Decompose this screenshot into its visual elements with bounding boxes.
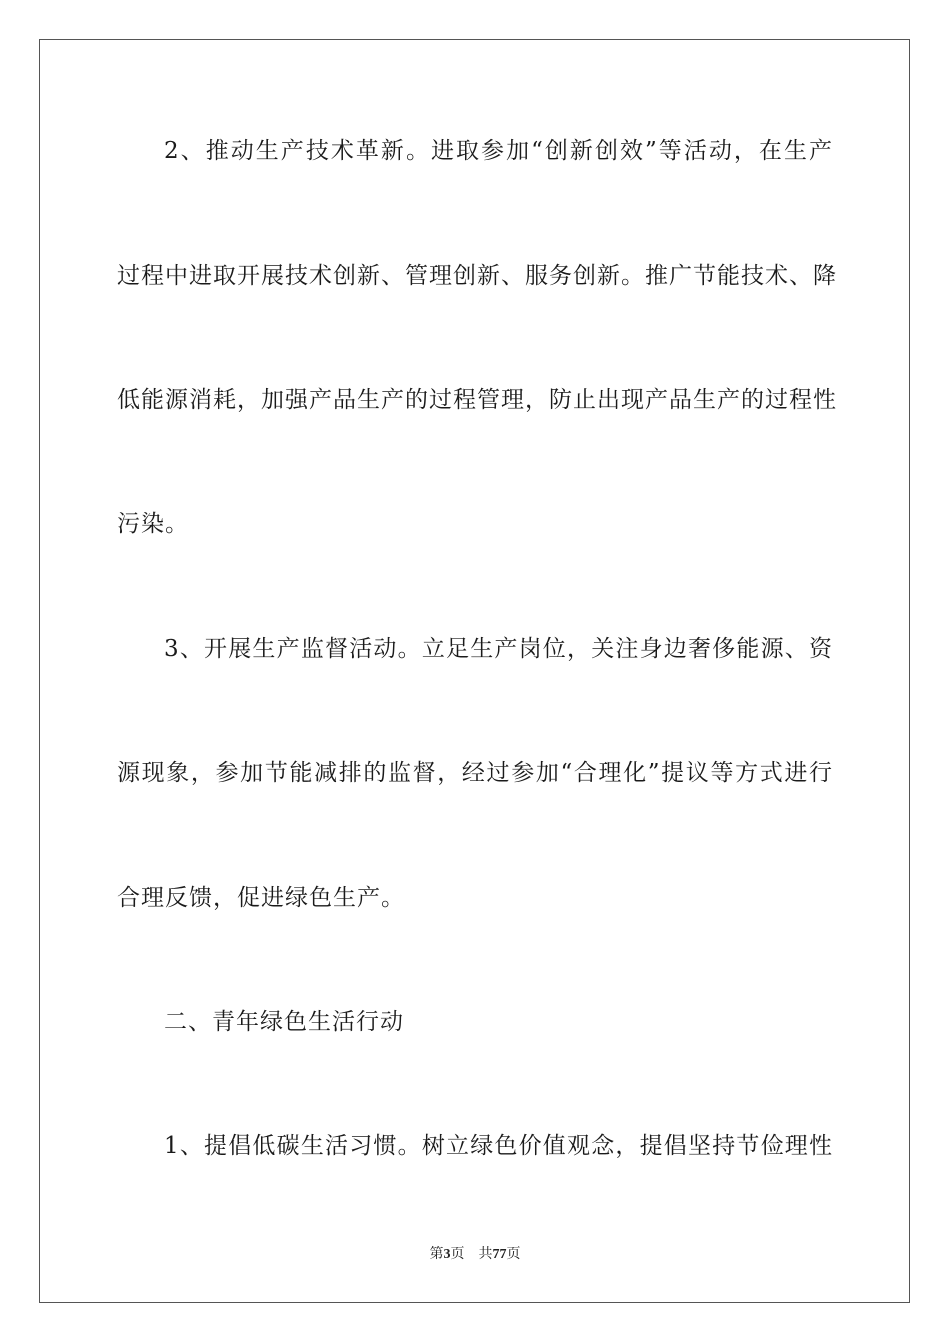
total-suffix: 页 — [506, 1246, 521, 1262]
paragraph-line-6: 源现象，参加节能减排的监督，经过参加“合理化”提议等方式进行 — [117, 760, 833, 786]
page-border — [39, 39, 910, 1303]
page-suffix: 页 — [450, 1246, 465, 1262]
page-footer — [0, 1245, 950, 1264]
paragraph-line-4: 污染。 — [117, 511, 189, 537]
paragraph-line-2: 过程中进取开展技术创新、管理创新、服务创新。推广节能技术、降 — [117, 263, 837, 289]
section-heading: 二、青年绿色生活行动 — [164, 1009, 404, 1035]
page-prefix: 第 — [429, 1246, 444, 1262]
total-prefix: 共 — [478, 1246, 493, 1262]
total-pages: 77 — [492, 1247, 507, 1262]
page-number: 3 — [443, 1247, 451, 1262]
paragraph-line-1: 2、推动生产技术革新。进取参加“创新创效”等活动，在生产 — [164, 138, 833, 164]
paragraph-line-3: 低能源消耗，加强产品生产的过程管理，防止出现产品生产的过程性 — [117, 387, 837, 413]
paragraph-line-5: 3、开展生产监督活动。立足生产岗位，关注身边奢侈能源、资 — [164, 636, 833, 662]
paragraph-line-9: 1、提倡低碳生活习惯。树立绿色价值观念，提倡坚持节俭理性 — [164, 1133, 833, 1159]
paragraph-line-7: 合理反馈，促进绿色生产。 — [117, 885, 405, 911]
